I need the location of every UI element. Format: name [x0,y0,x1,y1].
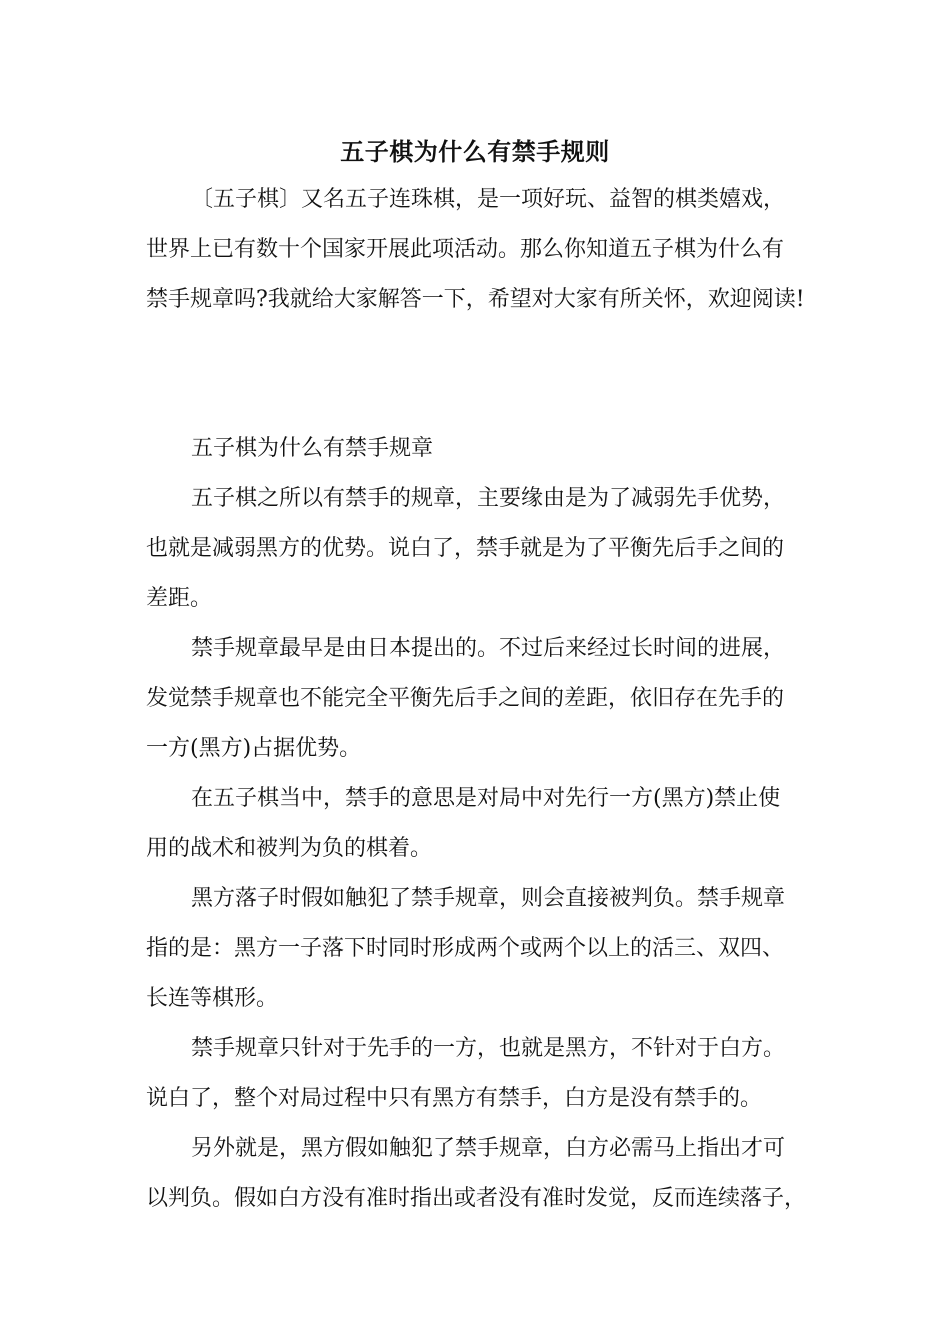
paragraph-4 [146,874,826,1024]
text-line: 用的战术和被判为负的棋着。 [146,836,433,861]
text-line: 禁手规章只针对于先手的一方，也就是黑方，不针对于白方。 [191,1036,786,1061]
text-line: 在五子棋当中，禁手的意思是对局中对先行一方(黑方)禁止使 [191,786,781,811]
text-line: 另外就是，黑方假如触犯了禁手规章，白方必需马上指出才可 [191,1136,786,1161]
text-line: 差距。 [146,586,213,611]
section-heading-block [146,424,826,474]
text-line: 〔五子棋〕又名五子连珠棋，是一项好玩、益智的棋类嬉戏， [191,187,786,212]
text-line: 也就是减弱黑方的优势。说白了，禁手就是为了平衡先后手之间的 [146,536,785,561]
page-title: 五子棋为什么有禁手规则 [340,137,610,166]
intro-paragraph [146,175,826,325]
paragraph-3 [146,774,826,874]
text-line: 禁手规章吗?我就给大家解答一下，希望对大家有所关怀，欢迎阅读! [146,287,805,312]
text-line: 以判负。假如白方没有准时指出或者没有准时发觉，反而连续落子， [146,1186,807,1211]
paragraph-1 [146,474,826,624]
text-line: 一方(黑方)占据优势。 [146,736,362,761]
text-line: 禁手规章最早是由日本提出的。不过后来经过长时间的进展， [191,636,786,661]
text-line: 黑方落子时假如触犯了禁手规章，则会直接被判负。禁手规章 [191,886,786,911]
section-heading: 五子棋为什么有禁手规章 [191,436,434,461]
paragraph-2 [146,624,826,774]
paragraph-6 [146,1124,826,1224]
text-line: 指的是：黑方一子落下时同时形成两个或两个以上的活三、双四、 [146,936,785,961]
text-line: 说白了，整个对局过程中只有黑方有禁手，白方是没有禁手的。 [146,1086,763,1111]
text-line: 世界上已有数十个国家开展此项活动。那么你知道五子棋为什么有 [146,237,785,262]
text-line: 五子棋之所以有禁手的规章，主要缘由是为了减弱先手优势， [191,486,786,511]
text-line: 发觉禁手规章也不能完全平衡先后手之间的差距，依旧存在先手的 [146,686,785,711]
paragraph-5 [146,1024,826,1124]
text-line: 长连等棋形。 [146,986,279,1011]
